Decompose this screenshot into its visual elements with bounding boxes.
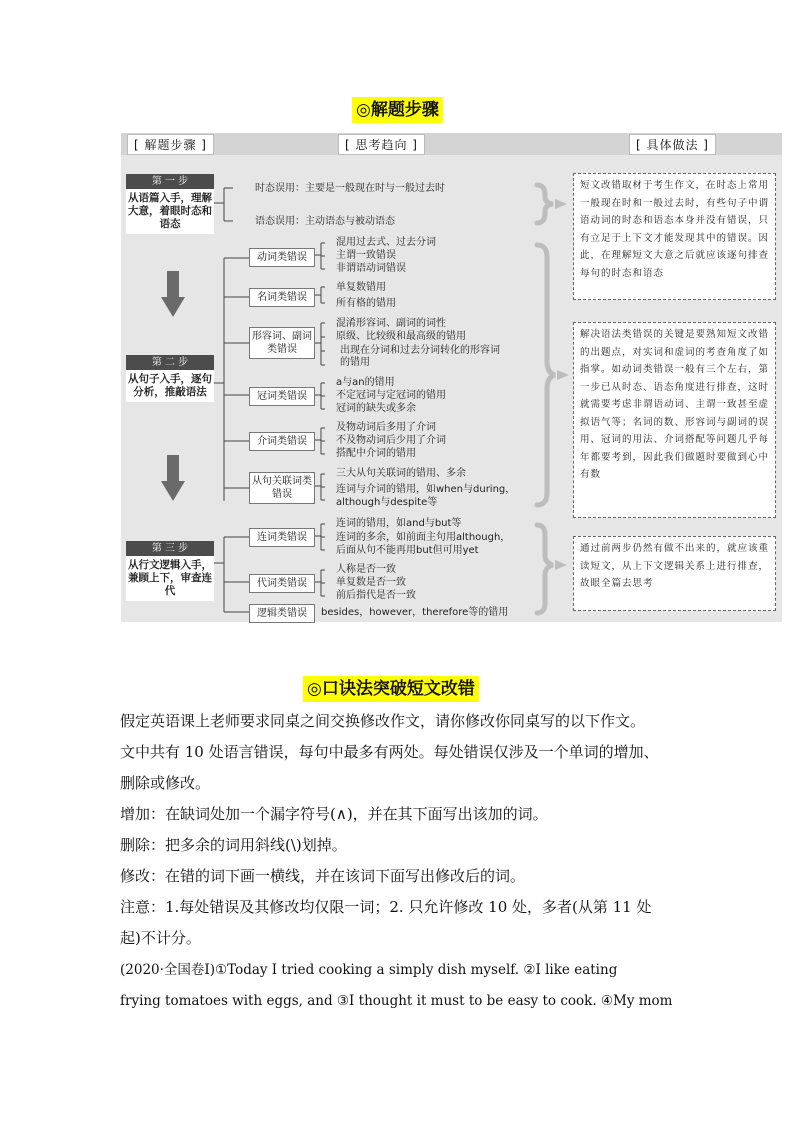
- category-item: 的错用: [340, 357, 370, 368]
- section-title-mnemonic: ◎口诀法突破短文改错: [303, 676, 479, 702]
- category-item: besides，however，therefore等的错用: [321, 607, 509, 618]
- text-line: (2020·全国卷Ⅰ)①Today I tried cooking a simply dish myself. ②I like eating: [120, 962, 618, 978]
- text-line: 起)不计分。: [120, 929, 201, 947]
- category-item: 连词的多余，如前面主句用although，: [336, 532, 511, 543]
- text-line: 增加：在缺词处加一个漏字符号(∧)，并在其下面写出该加的词。: [120, 805, 548, 823]
- category-item: 非谓语动词错误: [336, 263, 406, 274]
- category-item: 连词的错用，如and与but等: [336, 518, 462, 529]
- text-line: 删除或修改。: [120, 774, 211, 792]
- category-item: 单复数是否一致: [336, 577, 406, 588]
- category-item: 及物动词后多用了介词: [336, 422, 436, 433]
- text-line: 修改：在错的词下画一横线，并在该词下面写出修改后的词。: [120, 867, 526, 885]
- voice-misuse: 语态误用：主动语态与被动语态: [255, 216, 395, 227]
- category-clause-connector: 从句关联词类错误: [249, 472, 315, 504]
- method-box-1: 短文改错取材于考生作文，在时态上常用一般现在时和一般过去时，有些句子中谓语动词的时态和语态本身并没有错误，只有立足于上下文才能发现其中的错误。因此，在理解短文大意之后就应该逐句排查每句的时态和语态: [573, 173, 776, 300]
- category-article: 冠词类错误: [249, 387, 315, 406]
- text-line: 文中共有 10 处语言错误，每句中最多有两处。每处错误仅涉及一个单词的增加、: [120, 743, 659, 761]
- header-method: [ 具体做法 ]: [629, 134, 716, 155]
- category-preposition: 介词类错误: [249, 432, 315, 451]
- category-item: 后面从句不能再用but但可用yet: [336, 545, 479, 556]
- step-1: [126, 174, 214, 234]
- category-item: 混用过去式、过去分词: [336, 237, 436, 248]
- tense-misuse: 时态误用：主要是一般现在时与一般过去时: [255, 183, 445, 194]
- text-line: frying tomatoes with eggs, and ③I thought it must to be easy to cook. ④My mom: [120, 993, 673, 1009]
- category-item: 主谓一致错误: [336, 250, 396, 261]
- category-item: 人称是否一致: [336, 564, 396, 575]
- category-item: 搭配中介词的错用: [336, 448, 416, 459]
- method-box-3: 通过前两步仍然有做不出来的，就应该重读短文，从上下文逻辑关系上进行排查，故眼全篇去思考: [573, 536, 776, 611]
- category-noun: 名词类错误: [249, 288, 315, 307]
- category-verb: 动词类错误: [249, 248, 315, 267]
- step-3-body: 从行文逻辑入手，兼顾上下，审查连代: [128, 559, 212, 597]
- category-item: 出现在分词和过去分词转化的形容词: [340, 345, 500, 356]
- text-line: 删除：把多余的词用斜线(\)划掉。: [120, 836, 347, 854]
- step-3: [126, 541, 214, 601]
- step-1-body: 从语篇入手，理解大意，着眼时态和语态: [128, 192, 212, 230]
- category-item: 冠词的缺失或多余: [336, 403, 416, 414]
- category-item: 混淆形容词、副词的词性: [336, 318, 446, 329]
- header-steps: [ 解题步骤 ]: [127, 134, 214, 155]
- step-3-head: 第 三 步: [126, 541, 214, 556]
- category-item: although与despite等: [336, 497, 438, 508]
- category-pronoun: 代词类错误: [249, 574, 315, 593]
- text-line: 注意：1.每处错误及其修改均仅限一词；2. 只允许修改 10 处，多者(从第 11 处: [120, 898, 652, 916]
- step-2: [126, 355, 214, 402]
- category-adj-adv: 形容词、副词类错误: [249, 327, 315, 359]
- text-line: 假定英语课上老师要求同桌之间交换修改作文，请你修改你同桌写的以下作文。: [120, 712, 646, 730]
- step-1-head: 第 一 步: [126, 174, 214, 189]
- solution-steps-diagram: [121, 133, 782, 622]
- category-item: 连词与介词的错用，如when与during，: [336, 484, 516, 495]
- down-arrow-icon: [161, 271, 185, 319]
- category-conjunction: 连词类错误: [249, 528, 315, 547]
- down-arrow-icon: [161, 455, 185, 503]
- category-item: a与an的错用: [336, 377, 395, 388]
- category-item: 前后指代是否一致: [336, 590, 416, 601]
- category-item: 单复数错用: [336, 282, 386, 293]
- step-2-body: 从句子入手，逐句分析，推敲语法: [128, 373, 212, 398]
- step-2-head: 第 二 步: [126, 355, 214, 370]
- category-logic: 逻辑类错误: [249, 604, 315, 623]
- section-title-steps: ◎解题步骤: [352, 97, 443, 123]
- header-thinking: [ 思考趋向 ]: [338, 134, 425, 155]
- method-box-2: 解决语法类错误的关键是要熟知短文改错的出题点，对实词和虚词的考查角度了如指掌。如动词类错误一般有三个左右，第一步已从时态、语态角度进行排查，这时就需要考虑非谓语动词、主谓一致甚至虚拟语气等；名词的数、形容词与副词的误用、冠词的用法、介词搭配等问题几乎每年都要考到，因此我们做题时要做到心中有数: [573, 322, 776, 518]
- category-item: 所有格的错用: [336, 298, 396, 309]
- category-item: 不及物动词后少用了介词: [336, 435, 446, 446]
- category-item: 三大从句关联词的错用、多余: [336, 468, 466, 479]
- category-item: 不定冠词与定冠词的错用: [336, 390, 446, 401]
- category-item: 原级、比较级和最高级的错用: [336, 331, 466, 342]
